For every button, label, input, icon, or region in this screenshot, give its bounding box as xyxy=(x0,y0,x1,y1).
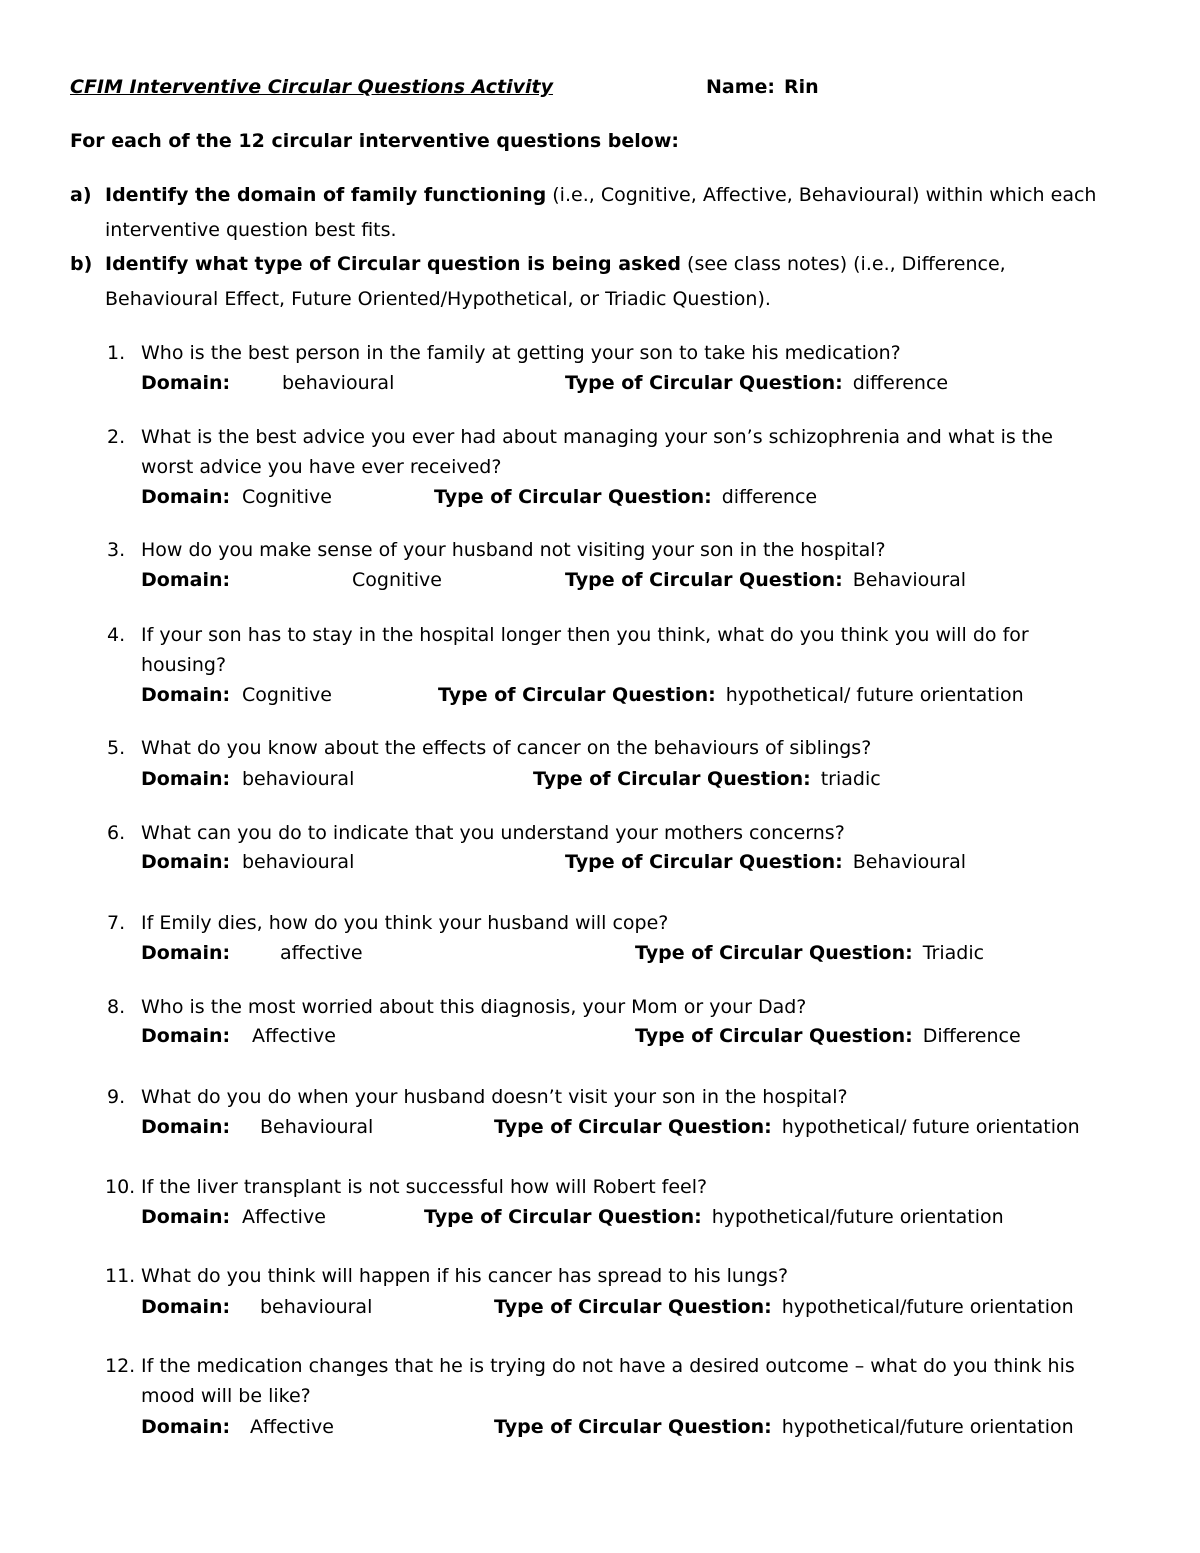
question-text: Who is the most worried about this diagnosis, your Mom or your Dad? xyxy=(141,996,807,1018)
question-text-continued: mood will be like? xyxy=(141,1385,311,1407)
domain-answer: Affective xyxy=(242,1206,326,1228)
instruction-b-line1 xyxy=(105,251,1006,277)
question-text-continued: housing? xyxy=(141,654,227,676)
domain-answer: Behavioural xyxy=(260,1116,374,1138)
type-label: Type of Circular Question: xyxy=(434,486,712,508)
domain-answer: behavioural xyxy=(260,1296,373,1318)
instruction-b-rest: (see class notes) (i.e., Difference, xyxy=(681,253,1006,275)
domain-answer: Cognitive xyxy=(242,486,332,508)
domain-answer: Affective xyxy=(250,1416,334,1438)
question-number: 12. xyxy=(105,1355,136,1377)
question-text: What is the best advice you ever had about managing your son’s schizophrenia and what is the xyxy=(141,426,1053,448)
question-text: If the medication changes that he is trying do not have a desired outcome – what do you think his xyxy=(141,1355,1075,1377)
domain-label: Domain: xyxy=(141,1025,231,1047)
instruction-a-rest: (i.e., Cognitive, Affective, Behavioural) within which each xyxy=(546,184,1097,206)
type-answer: hypothetical/future orientation xyxy=(781,1416,1074,1438)
question-text: What do you do when your husband doesn’t visit your son in the hospital? xyxy=(141,1086,848,1108)
domain-label: Domain: xyxy=(141,768,231,790)
type-label: Type of Circular Question: xyxy=(494,1416,772,1438)
question-number: 1. xyxy=(107,342,126,364)
instruction-a-line2: interventive question best fits. xyxy=(105,219,397,241)
instruction-a-bold: Identify the domain of family functioning xyxy=(105,184,547,206)
instruction-b-letter: b) xyxy=(70,253,93,275)
intro-text: For each of the 12 circular interventive questions below: xyxy=(70,130,679,152)
name-label: Name: xyxy=(706,76,776,98)
domain-label: Domain: xyxy=(141,486,231,508)
type-answer: Behavioural xyxy=(852,851,967,873)
instruction-a-letter: a) xyxy=(70,184,92,206)
question-text: What do you know about the effects of cancer on the behaviours of siblings? xyxy=(141,737,872,759)
domain-answer: behavioural xyxy=(282,372,395,394)
question-number: 7. xyxy=(107,912,126,934)
type-answer: Behavioural xyxy=(852,569,967,591)
domain-answer: Affective xyxy=(252,1025,336,1047)
question-number: 6. xyxy=(107,822,126,844)
type-answer: hypothetical/future orientation xyxy=(711,1206,1004,1228)
domain-answer: affective xyxy=(280,942,363,964)
type-answer: Difference xyxy=(922,1025,1021,1047)
type-label: Type of Circular Question: xyxy=(635,1025,913,1047)
instruction-a-line1 xyxy=(105,182,1096,208)
type-label: Type of Circular Question: xyxy=(533,768,811,790)
question-text: What can you do to indicate that you understand your mothers concerns? xyxy=(141,822,845,844)
domain-label: Domain: xyxy=(141,569,231,591)
type-label: Type of Circular Question: xyxy=(565,569,843,591)
domain-label: Domain: xyxy=(141,1116,231,1138)
type-answer: hypothetical/future orientation xyxy=(781,1296,1074,1318)
domain-label: Domain: xyxy=(141,942,231,964)
question-number: 10. xyxy=(105,1176,136,1198)
instruction-b-line2: Behavioural Effect, Future Oriented/Hypothetical, or Triadic Question). xyxy=(105,288,771,310)
type-answer: difference xyxy=(852,372,949,394)
question-text: If the liver transplant is not successful how will Robert feel? xyxy=(141,1176,708,1198)
type-answer: hypothetical/ future orientation xyxy=(781,1116,1080,1138)
instruction-b-bold: Identify what type of Circular question is being asked xyxy=(105,253,682,275)
type-label: Type of Circular Question: xyxy=(565,851,843,873)
question-number: 9. xyxy=(107,1086,126,1108)
type-label: Type of Circular Question: xyxy=(565,372,843,394)
type-label: Type of Circular Question: xyxy=(494,1296,772,1318)
domain-label: Domain: xyxy=(141,1206,231,1228)
domain-label: Domain: xyxy=(141,851,231,873)
domain-label: Domain: xyxy=(141,372,231,394)
domain-answer: Cognitive xyxy=(352,569,442,591)
domain-label: Domain: xyxy=(141,684,231,706)
type-label: Type of Circular Question: xyxy=(438,684,716,706)
question-text: If Emily dies, how do you think your husband will cope? xyxy=(141,912,669,934)
question-number: 3. xyxy=(107,539,126,561)
domain-label: Domain: xyxy=(141,1296,231,1318)
question-number: 4. xyxy=(107,624,126,646)
type-answer: triadic xyxy=(820,768,881,790)
question-number: 2. xyxy=(107,426,126,448)
name-value: Rin xyxy=(784,76,819,98)
question-number: 5. xyxy=(107,737,126,759)
domain-label: Domain: xyxy=(141,1416,231,1438)
type-label: Type of Circular Question: xyxy=(635,942,913,964)
domain-answer: behavioural xyxy=(242,768,355,790)
question-number: 11. xyxy=(105,1265,136,1287)
type-label: Type of Circular Question: xyxy=(494,1116,772,1138)
type-answer: Triadic xyxy=(922,942,985,964)
type-answer: hypothetical/ future orientation xyxy=(725,684,1024,706)
question-text-continued: worst advice you have ever received? xyxy=(141,456,502,478)
question-text: How do you make sense of your husband not visiting your son in the hospital? xyxy=(141,539,886,561)
type-label: Type of Circular Question: xyxy=(424,1206,702,1228)
question-number: 8. xyxy=(107,996,126,1018)
question-text: If your son has to stay in the hospital longer then you think, what do you think you will do for xyxy=(141,624,1029,646)
type-answer: difference xyxy=(721,486,818,508)
document-title: CFIM Interventive Circular Questions Activity xyxy=(70,76,553,98)
domain-answer: Cognitive xyxy=(242,684,332,706)
domain-answer: behavioural xyxy=(242,851,355,873)
question-text: What do you think will happen if his cancer has spread to his lungs? xyxy=(141,1265,789,1287)
question-text: Who is the best person in the family at getting your son to take his medication? xyxy=(141,342,901,364)
